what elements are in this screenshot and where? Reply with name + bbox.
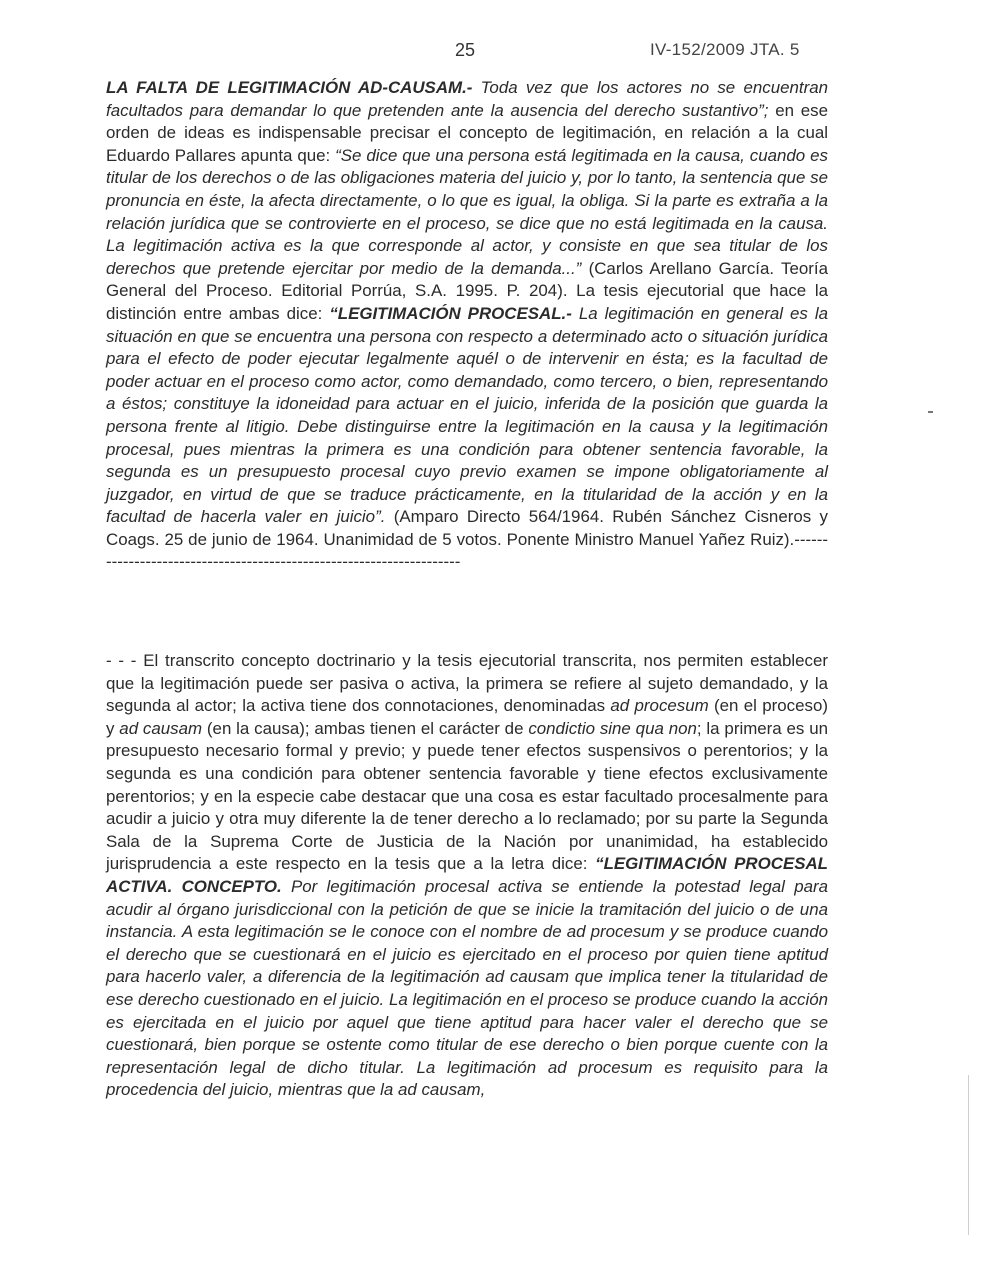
body-text: - - - El transcrito concepto doctrinario y la tesis ejecutorial transcrita, nos permiten establecer que la legitimación puede ser pasiva o activa, la primera se refiere al sujeto demandado, y la segunda al actor; la activa tiene dos connotaciones, denominadas [106, 651, 828, 716]
body-text: en ese orden de ideas es indispensable precisar el concepto de legitimación, en relación a la cual Eduardo Pallares apunta que: [106, 100, 829, 165]
scan-edge-line [968, 1075, 969, 1235]
body-text: (en la causa); ambas tienen el carácter de [202, 718, 529, 738]
body-text: ; la primera es un presupuesto necesario formal y previo; y puede tener efectos suspensivos o perentorios; y la segunda es una condición para obtener sentencia favorable y tiene efectos exclusivamente perentorios; y en la especie cabe destacar que una cosa es estar facultado procesalmente para acudir a juicio y otra muy diferente la de tener derecho a lo reclamado; por su parte la Segunda Sala de la Suprema Corte de Justicia de la Nación por unanimidad, ha establecido jurisprudencia a este respecto en la tesis que a la letra dice: [106, 718, 828, 874]
jurisprudence-heading: “LEGITIMACIÓN PROCESAL ACTIVA. CONCEPTO. [106, 854, 828, 896]
paragraph-legitimacion-ad-causam [106, 77, 828, 574]
jurisprudence-text: Por legitimación procesal activa se entiende la potestad legal para acudir al órgano jurisdiccional con la petición de que se inicie la tramitación del juicio o de una instancia. A esta legitimación se le conoce con el nombre de ad procesum y se produce cuando el derecho que se cuestionará en el juicio es ejercitado en el proceso por quien tiene aptitud para hacerlo valer, a diferencia de la legitimación ad causam que implica tener la titularidad de ese derecho cuestionado en el juicio. La legitimación en el proceso se produce cuando la acción es ejercitada en el juicio por aquel que tiene aptitud para hacer valer el derecho que se cuestionará, bien porque se ostente como titular de ese derecho o bien porque cuente con la representación legal de dicho titular. La legitimación ad procesum es requisito para la procedencia del juicio, mientras que la ad causam, [106, 876, 829, 1100]
term-condictio: condictio sine qua non [528, 718, 697, 738]
paragraph-legitimacion-activa [106, 650, 828, 1102]
page-number: 25 [455, 40, 476, 60]
thesis-heading: “LEGITIMACIÓN PROCESAL.- [329, 303, 572, 323]
thesis-citation: (Amparo Directo 564/1964. Rubén Sánchez Cisneros y Coags. 25 de junio de 1964. Unanimidad de 5 votos. Ponente Ministro Manuel Yañez Ruiz).--------------------------------------------------------------------- [106, 507, 829, 572]
case-number: IV-152/2009 JTA. 5 [650, 40, 800, 59]
term-ad-causam: ad causam [119, 718, 203, 738]
quoted-claim: Toda vez que los actores no se encuentran facultados para demandar lo que pretenden ante la ausencia del derecho sustantivo”; [106, 78, 828, 120]
citation-text: (Carlos Arellano García. Teoría General del Proceso. Editorial Porrúa, S.A. 1995. P. 204). La tesis ejecutorial que hace la distinción entre ambas dice: [106, 258, 829, 323]
section-heading: LA FALTA DE LEGITIMACIÓN AD-CAUSAM.- [106, 78, 473, 97]
scan-mark [928, 411, 933, 413]
pallares-quote: “Se dice que una persona está legitimada en la causa, cuando es titular de los derechos o de las obligaciones materia del juicio y, por lo tanto, la sentencia que se pronuncia en éste, la afecta directamente, o lo que es igual, la obliga. Si la parte es extraña a la relación jurídica que se controvierte en el proceso, se dice que no está legitimada en la causa. La legitimación activa es la que corresponde al actor, y consiste en que sea titular de los derechos que pretende ejercitar por medio de la demanda...” [106, 145, 828, 278]
body-text: (en el proceso) y [106, 696, 828, 738]
term-ad-procesum: ad procesum [610, 696, 709, 716]
thesis-text: La legitimación en general es la situación en que se encuentra una persona con respecto a determinado acto o situación jurídica para el efecto de poder ejecutar legalmente aquél o de intervenir en ésta; es la facultad de poder actuar en el proceso como actor, como demandado, como tercero, o bien, representando a éstos; constituye la idoneidad para actuar en el juicio, inferida de la posición que guarda la persona frente al litigio. Debe distinguirse entre la legitimación en la causa y la legitimación procesal, pues mientras la primera es una condición para obtener sentencia favorable, la segunda es un presupuesto procesal cuyo previo examen se impone obligatoriamente al juzgador, en virtud de que se traduce prácticamente, en la titularidad de la acción y en la facultad de hacerla valer en juicio”. [106, 303, 828, 527]
